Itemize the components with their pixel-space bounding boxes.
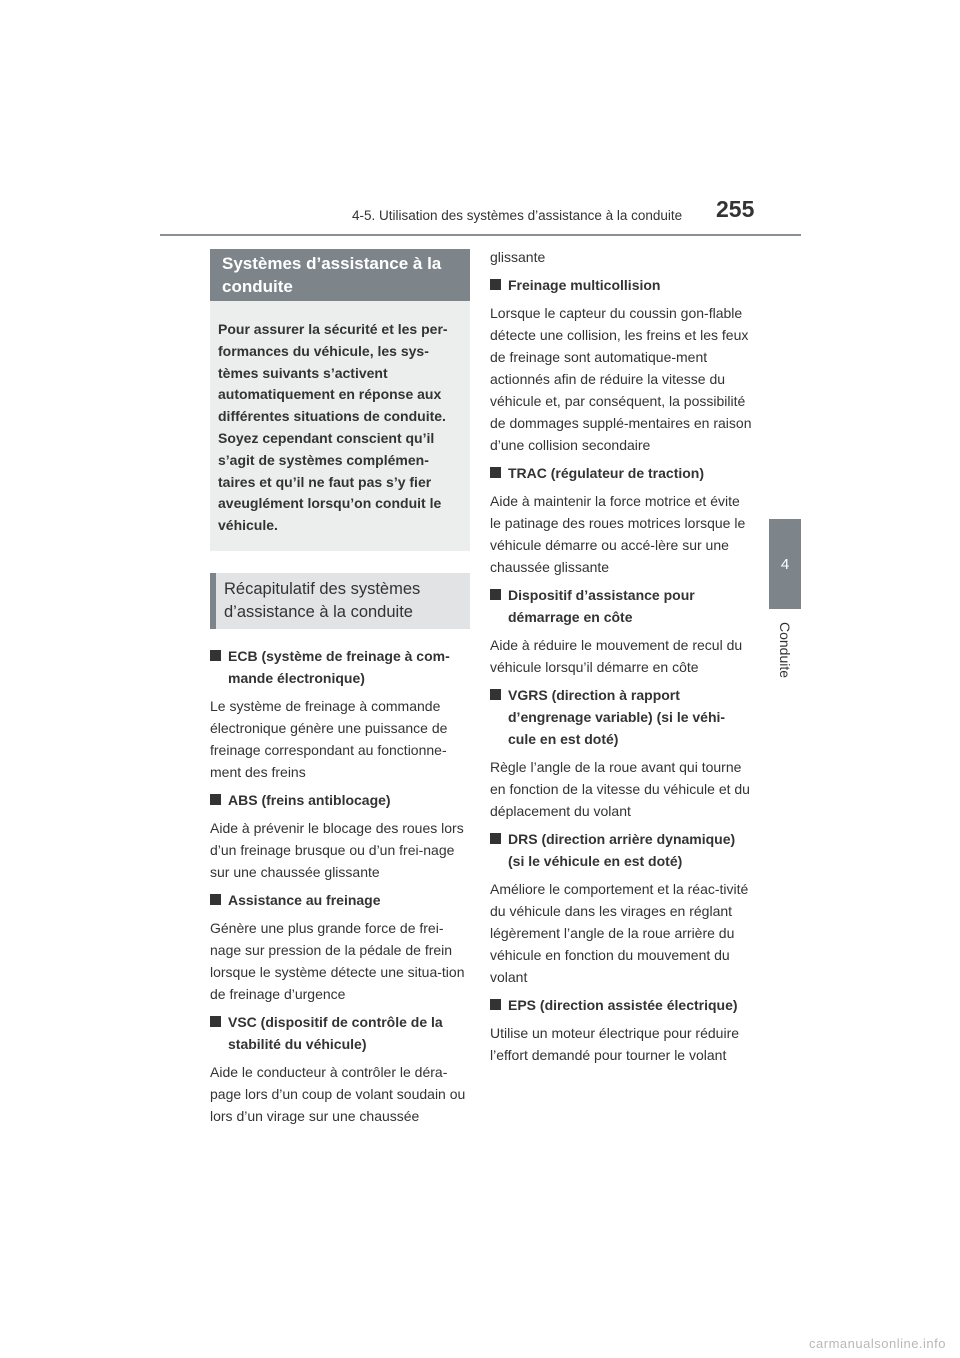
square-bullet-icon	[490, 833, 501, 844]
feature-body: Génère une plus grande force de frei-nage sur pression de la pédale de frein lorsque le système détecte une situa-tion de freinage d’urgence	[210, 919, 465, 1002]
square-bullet-icon	[490, 689, 501, 700]
running-header: 4-5. Utilisation des systèmes d’assistance à la conduite	[352, 208, 683, 223]
feature-body: Aide à réduire le mouvement de recul du véhicule lorsqu’il démarre en côte	[490, 637, 743, 675]
feature-body: Aide le conducteur à contrôler le déra-page lors d’un coup de volant soudain ou lors d’un virage sur une chaussée	[210, 1063, 466, 1124]
square-bullet-icon	[210, 894, 221, 905]
feature-heading: Freinage multicollision	[508, 277, 661, 293]
feature-heading: TRAC (régulateur de traction)	[508, 465, 705, 481]
page-number: 255	[716, 196, 755, 222]
section-heading-line2: d’assistance à la conduite	[224, 602, 413, 621]
feature-heading: Assistance au freinage	[228, 891, 381, 908]
continued-text: glissante	[490, 249, 546, 265]
feature-abs	[210, 789, 470, 883]
feature-brake-assist	[210, 889, 470, 1005]
feature-eps	[490, 994, 752, 1066]
feature-vgrs	[490, 684, 752, 822]
square-bullet-icon	[490, 999, 501, 1010]
feature-heading: Dispositif d’assistance pour démarrage en côte	[508, 587, 695, 625]
feature-heading: ABS (freins antiblocage)	[228, 791, 391, 808]
feature-heading: ECB (système de freinage à com-mande électronique)	[228, 647, 450, 686]
left-column	[210, 249, 470, 1133]
page-title-box	[210, 249, 470, 301]
square-bullet-icon	[210, 650, 221, 661]
square-bullet-icon	[210, 794, 221, 805]
feature-multicollision	[490, 274, 752, 456]
page-title-line2: conduite	[222, 277, 293, 296]
right-column	[490, 246, 752, 1072]
feature-body: Lorsque le capteur du coussin gon-flable détecte une collision, les freins et les feux de freinage sont automatique-ment actionnés afin de réduire la vitesse du véhicule et, par conséquent, la possibilité de dommages supplé-mentaires en raison d’une collision secondaire	[490, 305, 752, 453]
section-heading-line1: Récapitulatif des systèmes	[224, 579, 421, 598]
feature-body: Aide à prévenir le blocage des roues lors d’un freinage brusque ou d’un frei-nage sur une chaussée glissante	[210, 819, 464, 880]
chapter-label-text: Conduite	[777, 622, 793, 679]
chapter-label	[757, 622, 813, 682]
square-bullet-icon	[490, 589, 501, 600]
feature-body: Utilise un moteur électrique pour réduire l’effort demandé pour tourner le volant	[490, 1025, 740, 1063]
feature-body: Règle l’angle de la roue avant qui tourne en fonction de la vitesse du véhicule et du déplacement du volant	[490, 759, 750, 819]
feature-body: Le système de freinage à commande électronique génère une puissance de freinage correspondant au fonctionne-ment des freins	[210, 697, 448, 780]
intro-box	[210, 301, 470, 551]
intro-text: Pour assurer la sécurité et les per-formances du véhicule, les sys-tèmes suivants s’activent automatiquement en réponse aux différentes situations de conduite. Soyez cependant conscient qu’il s’agit de systèmes complémen-taires et qu’il ne faut pas s’y fier aveuglément lorsqu’on conduit le véhicule.	[218, 321, 448, 534]
feature-vsc	[210, 1011, 470, 1127]
feature-heading: DRS (direction arrière dynamique) (si le véhicule en est doté)	[508, 831, 736, 869]
feature-ecb	[210, 645, 470, 783]
header-rule	[160, 234, 801, 236]
square-bullet-icon	[490, 467, 501, 478]
feature-heading: VSC (dispositif de contrôle de la stabilité du véhicule)	[228, 1013, 443, 1052]
feature-drs	[490, 828, 752, 988]
section-heading-box	[210, 573, 470, 629]
square-bullet-icon	[490, 279, 501, 290]
feature-heading: EPS (direction assistée électrique)	[508, 997, 738, 1013]
page-title-line1: Systèmes d’assistance à la	[222, 254, 442, 273]
footer-watermark: carmanualsonline.info	[809, 1336, 946, 1351]
feature-heading: VGRS (direction à rapport d’engrenage variable) (si le véhi-cule en est doté)	[508, 687, 726, 747]
feature-hill-start	[490, 584, 752, 678]
feature-body: Améliore le comportement et la réac-tivité du véhicule dans les virages en réglant légèrement l’angle de la roue arrière du véhicule en fonction du mouvement du volant	[490, 881, 749, 985]
square-bullet-icon	[210, 1016, 221, 1027]
chapter-tab: 4	[769, 519, 801, 609]
feature-body: Aide à maintenir la force motrice et évite le patinage des roues motrices lorsque le véhicule démarre ou accé-lère sur une chaussée glissante	[490, 493, 746, 575]
feature-trac	[490, 462, 752, 578]
